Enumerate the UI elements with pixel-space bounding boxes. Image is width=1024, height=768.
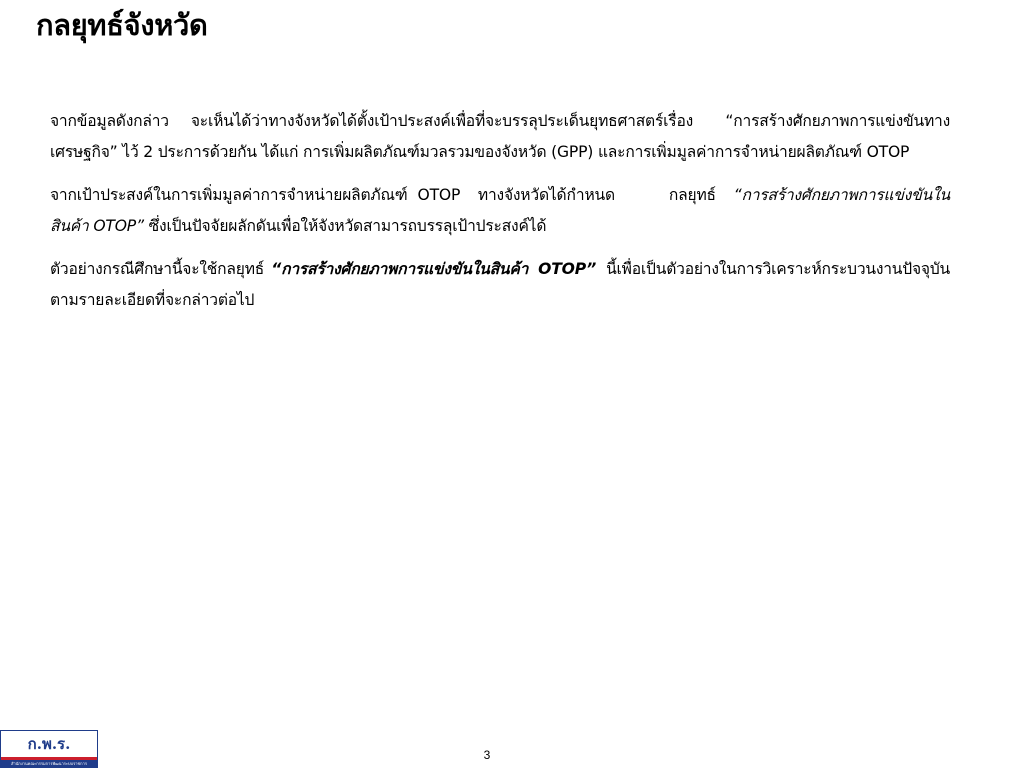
paragraph-3-lead: ตัวอย่างกรณีศึกษานี้จะใช้กลยุทธ์ [50,260,265,278]
paragraph-2 [50,180,950,242]
opdc-logo [0,730,98,768]
paragraph-2-lead: จากเป้าประสงค์ในการเพิ่มมูลค่าการจำหน่ายผลิตภัณฑ์ [50,186,408,204]
paragraph-3-tail: นี้เพื่อเป็นตัวอย่างในการวิเคราะห์กระบวนงานปัจจุบันตามรายละเอียดที่จะกล่าวต่อไป [50,260,950,309]
paragraph-2-tail: ซึ่งเป็นปัจจัยผลักดันเพื่อให้จังหวัดสามารถบรรลุเป้าประสงค์ได้ [148,217,547,235]
logo-subtext: สำนักงานคณะกรรมการพัฒนาระบบราชการ [1,760,97,767]
paragraph-1-lead: จากข้อมูลดังกล่าว [50,112,169,130]
slide-title: กลยุทธ์จังหวัด [36,8,208,42]
slide-body [50,106,950,328]
paragraph-1 [50,106,950,168]
paragraph-3 [50,254,950,316]
paragraph-2-strategy-word: กลยุทธ์ [668,186,716,204]
paragraph-2-strategy-name: “การสร้างศักยภาพการแข่งขันในสินค้า OTOP” [50,186,950,235]
logo-text: ก.พ.ร. [27,735,71,753]
paragraph-1-body: จะเห็นได้ว่าทางจังหวัดได้ตั้งเป้าประสงค์เพื่อที่จะบรรลุประเด็นยุทธศาสตร์เรื่อง “การสร้างศักยภาพการแข่งขันทางเศรษฐกิจ” ไว้ 2 ประการด้วยกัน ได้แก่ การเพิ่มผลิตภัณฑ์มวลรวมของจังหวัด (GPP) และการเพิ่มมูลค่าการจำหน่ายผลิตภัณฑ์ OTOP [50,112,950,161]
paragraph-2-otop: OTOP ทางจังหวัดได้กำหนด [417,186,615,204]
page-number: 3 [483,748,491,762]
paragraph-3-otop: OTOP” [538,260,597,278]
paragraph-3-strategy-name: “การสร้างศักยภาพการแข่งขันในสินค้า [271,260,529,278]
